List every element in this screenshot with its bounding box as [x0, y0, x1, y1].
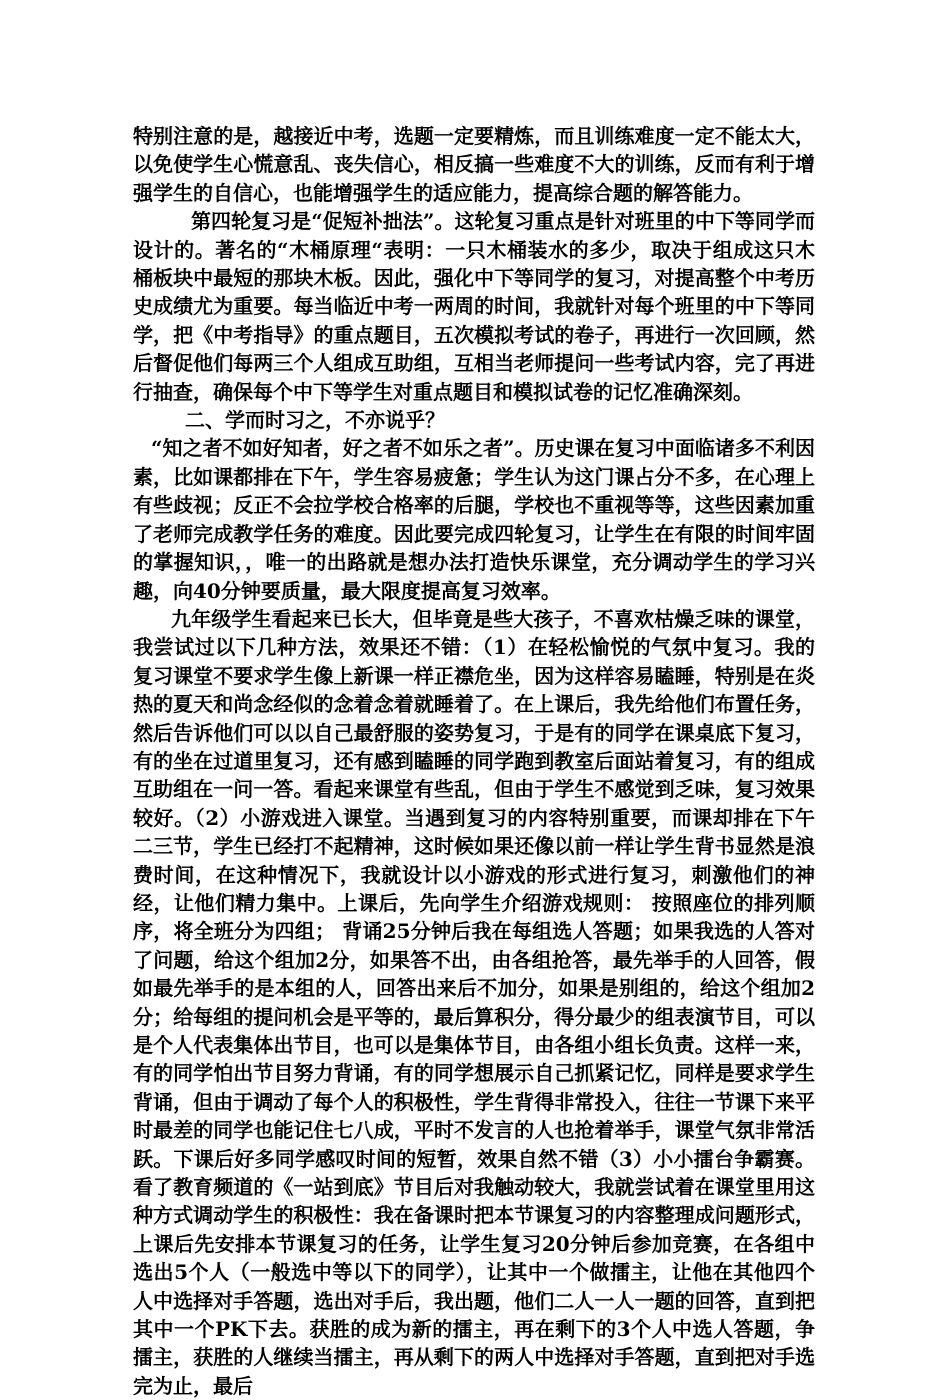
paragraph-happy-classroom: “知之者不如好知者，好之者不如乐之者”。历史课在复习中面临诸多不利因素，比如课都排在下午，学生容易疲惫；学生认为这门课占分不多，在心理上有些歧视；反正不会拉学校合格率的后腿，学校也不重视等等，这些因素加重了老师完成教学任务的难度。因此要完成四轮复习，让学生在有限的时间牢固的掌握知识，，唯一的出路就是想办法打造快乐课堂，充分调动学生的学习兴趣，向40分钟要质量，最大限度提高复习效率。	[133, 436, 815, 603]
document-body	[133, 122, 815, 1400]
section-heading-2: 二、学而时习之，不亦说乎？	[185, 408, 445, 433]
paragraph-methods: 九年级学生看起来已长大，但毕竟是些大孩子，不喜欢枯燥乏味的课堂，我尝试过以下几种方法，效果还不错：（1）在轻松愉悦的气氛中复习。我的复习课堂不要求学生像上新课一样正襟危坐，因为这样容易瞌睡，特别是在炎热的夏天和尚念经似的念着念着就睡着了。在上课后，我先给他们布置任务，然后告诉他们可以以自己最舒服的姿势复习，于是有的同学在课桌底下复习，有的坐在过道里复习，还有感到瞌睡的同学跑到教室后面站着复习，有的组成互助组在一问一答。看起来课堂有些乱，但由于学生不感觉到乏味，复习效果较好。（2）小游戏进入课堂。当遇到复习的内容特别重要，而课却排在下午二三节，学生已经打不起精神，这时候如果还像以前一样让学生背书显然是浪费时间，在这种情况下，我就设计以小游戏的形式进行复习，刺激他们的神经，让他们精力集中。上课后，先向学生介绍游戏规则： 按照座位的排列顺序，将全班分为四组； 背诵25分钟后我在每组选人答题；如果我选的人答对了问题，给这个组加2分，如果答不出，由各组抢答，最先举手的人回答，假如最先举手的是本组的人，回答出来后不加分，如果是别组的，给这个组加2分；给每组的提问机会是平等的，最后算积分，得分最少的组表演节目，可以是个人代表集体出节目，也可以是集体节目，由各组小组长负责。这样一来，有的同学怕出节目努力背诵，有的同学想展示自己抓紧记忆，同样是要求学生背诵，但由于调动了每个人的积极性，学生背得非常投入，往往一节课下来平时最差的同学也能记住七八成，平时不发言的人也抢着举手，课堂气氛非常活跃。下课后好多同学感叹时间的短暂，效果自然不错（3）小小擂台争霸赛。看了教育频道的《一站到底》节目后对我触动较大，我就尝试着在课堂里用这种方式调动学生的积极性：我在备课时把本节课复习的内容整理成问题形式，上课后先安排本节课复习的任务，让学生复习20分钟后参加竞赛，在各组中选出5个人（一般选中等以下的同学），让其中一个做擂主，让他在其他四个人中选择对手答题，选出对手后，我出题，他们二人一人一题的回答，直到把其中一个PK下去。获胜的成为新的擂主，再在剩下的3个人中选人答题，争擂主，获胜的人继续当擂主，再从剩下的两人中选择对手答题，直到把对手选完为止，最后	[133, 606, 815, 1398]
paragraph-fourth-round: 第四轮复习是“促短补拙法”。这轮复习重点是针对班里的中下等同学而设计的。著名的“木桶原理“表明：一只木桶装水的多少，取决于组成这只木桶板块中最短的那块木板。因此，强化中下等同学的复习，对提高整个中考历史成绩尤为重要。每当临近中考一两周的时间，我就针对每个班里的中下等同学，把《中考指导》的重点题目，五次模拟考试的卷子，再进行一次回顾，然后督促他们每两三个人组成互助组，互相当老师提问一些考试内容，完了再进行抽查，确保每个中下等学生对重点题目和模拟试卷的记忆准确深刻。	[133, 209, 815, 404]
paragraph-selection-note: 特别注意的是，越接近中考，选题一定要精炼，而且训练难度一定不能太大，以免使学生心慌意乱、丧失信心，相反搞一些难度不大的训练，反而有利于增强学生的自信心，也能增强学生的适应能力，提高综合题的解答能力。	[133, 124, 815, 205]
